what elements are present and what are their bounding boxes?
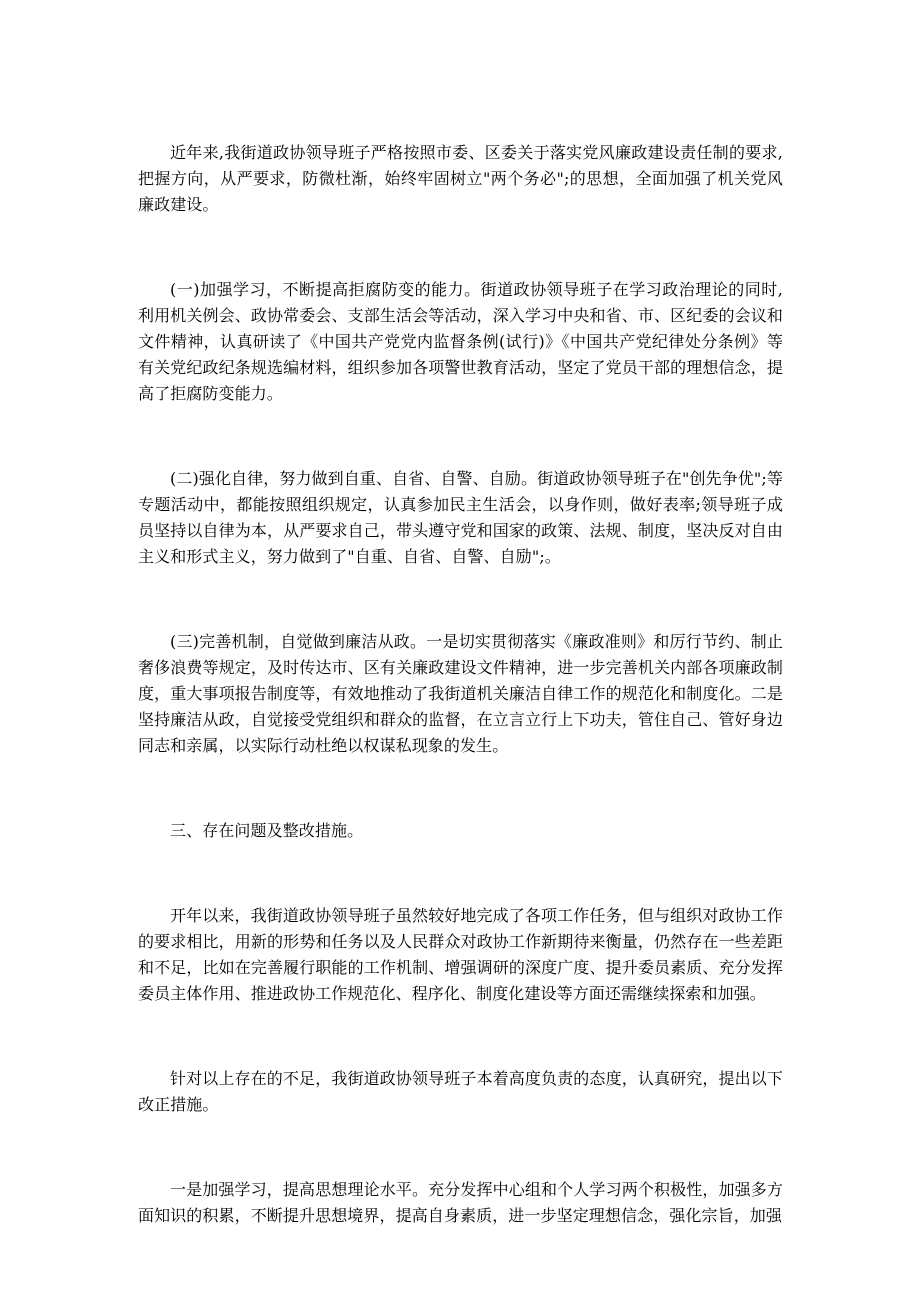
paragraph-section-2: (二)强化自律，努力做到自重、自省、自警、自励。街道政协领导班子在"创先争优";等专题活动中，都能按照组织规定，认真参加民主生活会，以身作则，做好表率;领导班子成员坚持以自律为本，从严要求自己，带头遵守党和国家的政策、法规、制度，坚决反对自由主义和形式主义，努力做到了"自重、自省、自警、自励";。 [138,469,783,566]
paragraph-measures-intro: 针对以上存在的不足，我街道政协领导班子本着高度负责的态度，认真研究，提出以下改正措施。 [138,1069,783,1114]
paragraph-problems: 开年以来，我街道政协领导班子虽然较好地完成了各项工作任务，但与组织对政协工作的要求相比，用新的形势和任务以及人民群众对政协工作新期待来衡量，仍然存在一些差距和不足，比如在完善履行职能的工作机制、增强调研的深度广度、提升委员素质、充分发挥委员主体作用、推进政协工作规范化、程序化、制度化建设等方面还需继续探索和加强。 [138,906,783,1003]
paragraph-measure-1: 一是加强学习，提高思想理论水平。充分发挥中心组和个人学习两个积极性，加强多方面知识的积累，不断提升思想境界，提高自身素质，进一步坚定理想信念，强化宗旨，加强 [138,1180,783,1225]
document-body [138,140,783,1229]
paragraph-section-3: (三)完善机制，自觉做到廉洁从政。一是切实贯彻落实《廉政准则》和厉行节约、制止奢侈浪费等规定，及时传达市、区有关廉政建设文件精神，进一步完善机关内部各项廉政制度，重大事项报告制度等，有效地推动了我街道机关廉洁自律工作的规范化和制度化。二是坚持廉洁从政，自觉接受党组织和群众的监督，在立言立行上下功夫，管住自己、管好身边同志和亲属，以实际行动杜绝以权谋私现象的发生。 [138,632,783,755]
section-heading-problems: 三、存在问题及整改措施。 [170,821,364,840]
paragraph-section-1: (一)加强学习，不断提高拒腐防变的能力。街道政协领导班子在学习政治理论的同时,利用机关例会、政协常委会、支部生活会等活动，深入学习中央和省、市、区纪委的会议和文件精神，认真研读了《中国共产党党内监督条例(试行)》《中国共产党纪律处分条例》等有关党纪政纪条规选编材料，组织参加各项警世教育活动，坚定了党员干部的理想信念，提高了拒腐防变能力。 [138,280,783,403]
paragraph-intro: 近年来,我街道政协领导班子严格按照市委、区委关于落实党风廉政建设责任制的要求,把握方向，从严要求，防微杜渐，始终牢固树立"两个务必";的思想，全面加强了机关党风廉政建设。 [138,143,783,214]
